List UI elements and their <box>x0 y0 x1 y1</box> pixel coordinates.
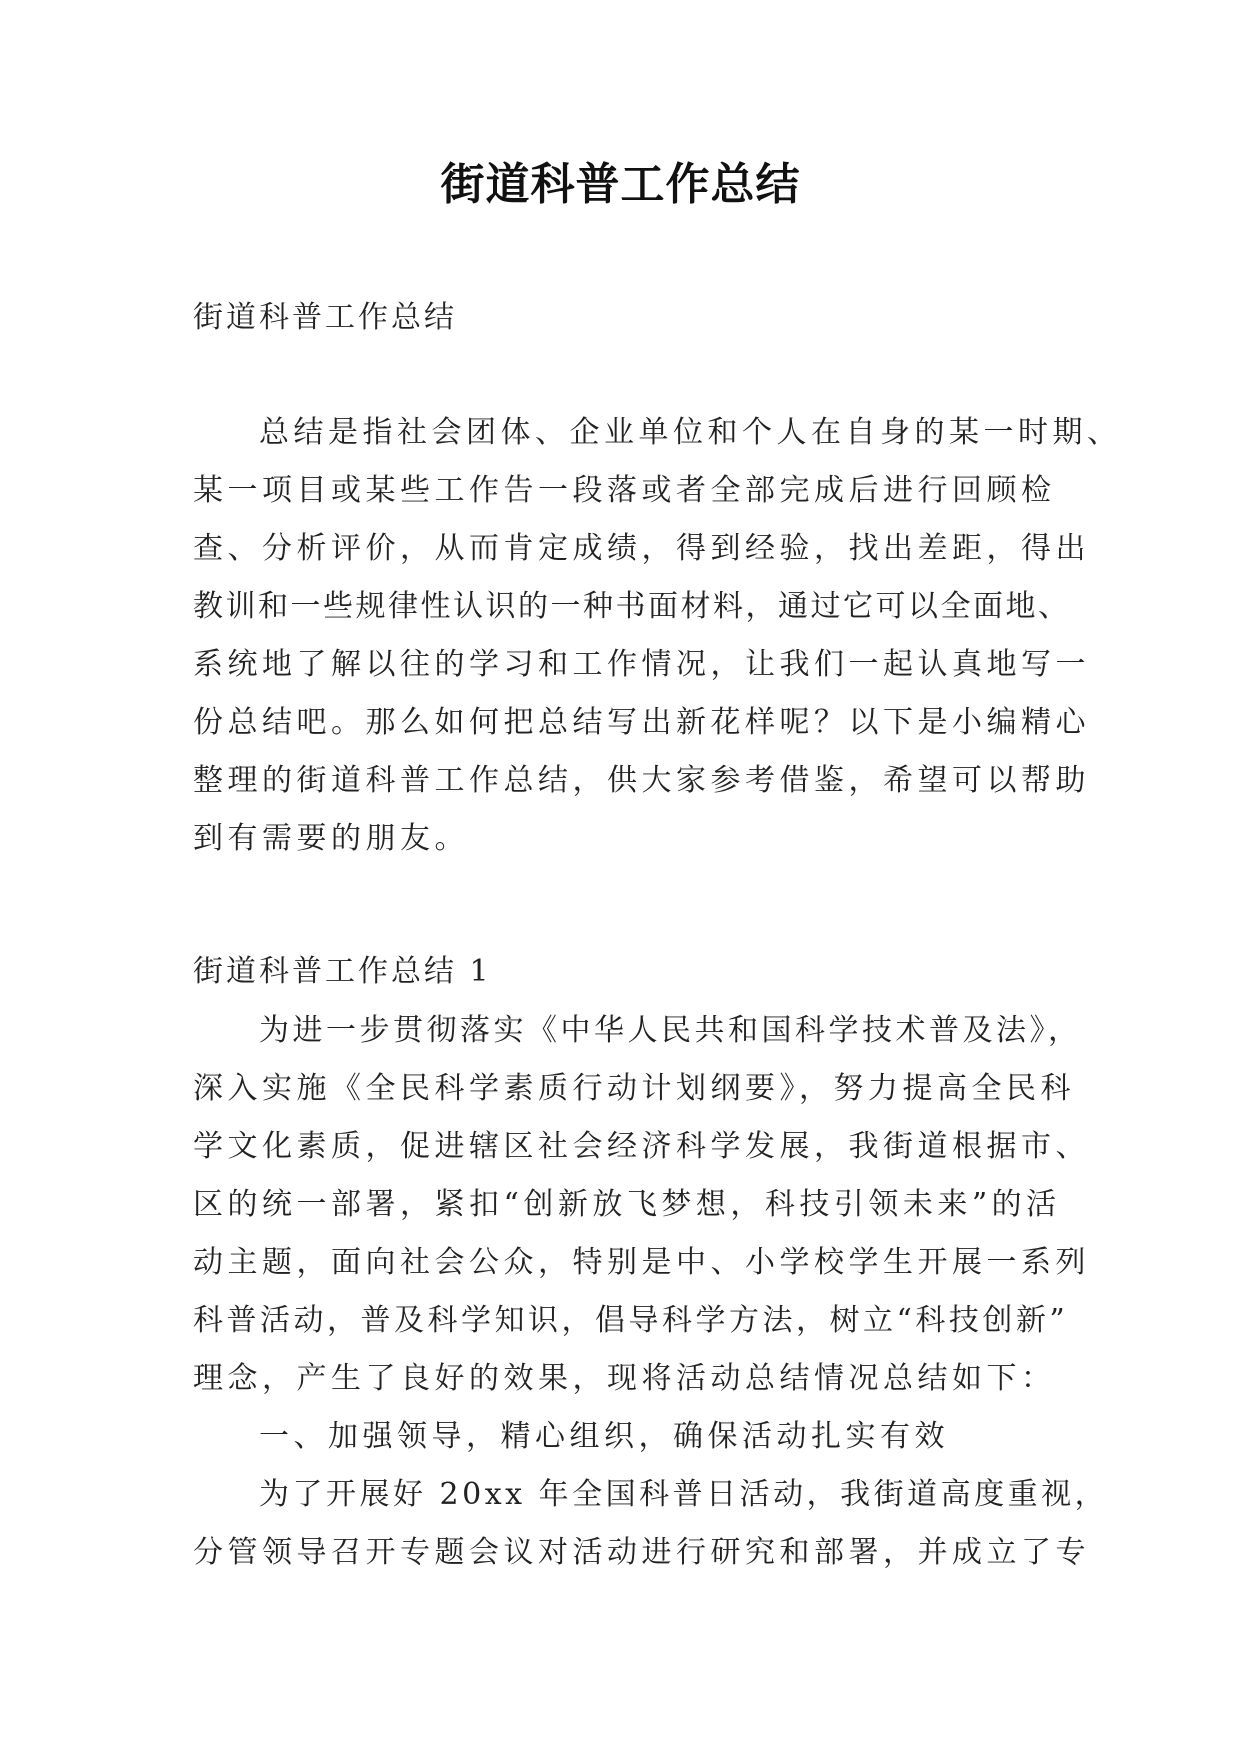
section-1 <box>193 942 1109 1582</box>
paragraph-line: 份总结吧。那么如何把总结写出新花样呢？以下是小编精心 <box>193 705 1090 740</box>
paragraph-line: 动主题，面向社会公众，特别是中、小学校学生开展一系列 <box>193 1245 1090 1280</box>
paragraph-line: 为了开展好 20xx 年全国科普日活动，我街道高度重视， <box>259 1477 1109 1512</box>
paragraph-line: 总结是指社会团体、企业单位和个人在自身的某一时期、 <box>259 415 1122 450</box>
paragraph-line: 分管领导召开专题会议对活动进行研究和部署，并成立了专 <box>193 1535 1090 1570</box>
paragraph-line: 深入实施《全民科学素质行动计划纲要》，努力提高全民科 <box>193 1071 1075 1106</box>
paragraph-line: 理念，产生了良好的效果，现将活动总结情况总结如下： <box>193 1361 1056 1396</box>
paragraph-line: 查、分析评价，从而肯定成绩，得到经验，找出差距，得出 <box>193 531 1090 566</box>
section-subheading: 一、加强领导，精心组织，确保活动扎实有效 <box>259 1419 949 1454</box>
paragraph-line: 科普活动，普及科学知识，倡导科学方法，树立“科技创新” <box>193 1303 1069 1338</box>
paragraph-line: 教训和一些规律性认识的一种书面材料，通过它可以全面地、 <box>193 589 1071 624</box>
paragraph-line: 系统地了解以往的学习和工作情况，让我们一起认真地写一 <box>193 647 1090 682</box>
intro-paragraph <box>193 404 1122 868</box>
document-title: 街道科普工作总结 <box>440 159 801 210</box>
paragraph-line: 为进一步贯彻落实《中华人民共和国科学技术普及法》， <box>259 1013 1082 1048</box>
document-subtitle: 街道科普工作总结 <box>193 300 457 335</box>
paragraph-line: 学文化素质，促进辖区社会经济科学发展，我街道根据市、 <box>193 1129 1090 1164</box>
paragraph-line: 区的统一部署，紧扣“创新放飞梦想，科技引领未来”的活 <box>193 1187 1061 1222</box>
section-heading: 街道科普工作总结 1 <box>193 954 492 989</box>
paragraph-line: 整理的街道科普工作总结，供大家参考借鉴，希望可以帮助 <box>193 763 1090 798</box>
paragraph-line: 某一项目或某些工作告一段落或者全部完成后进行回顾检 <box>193 473 1056 508</box>
paragraph-line: 到有需要的朋友。 <box>193 821 469 856</box>
